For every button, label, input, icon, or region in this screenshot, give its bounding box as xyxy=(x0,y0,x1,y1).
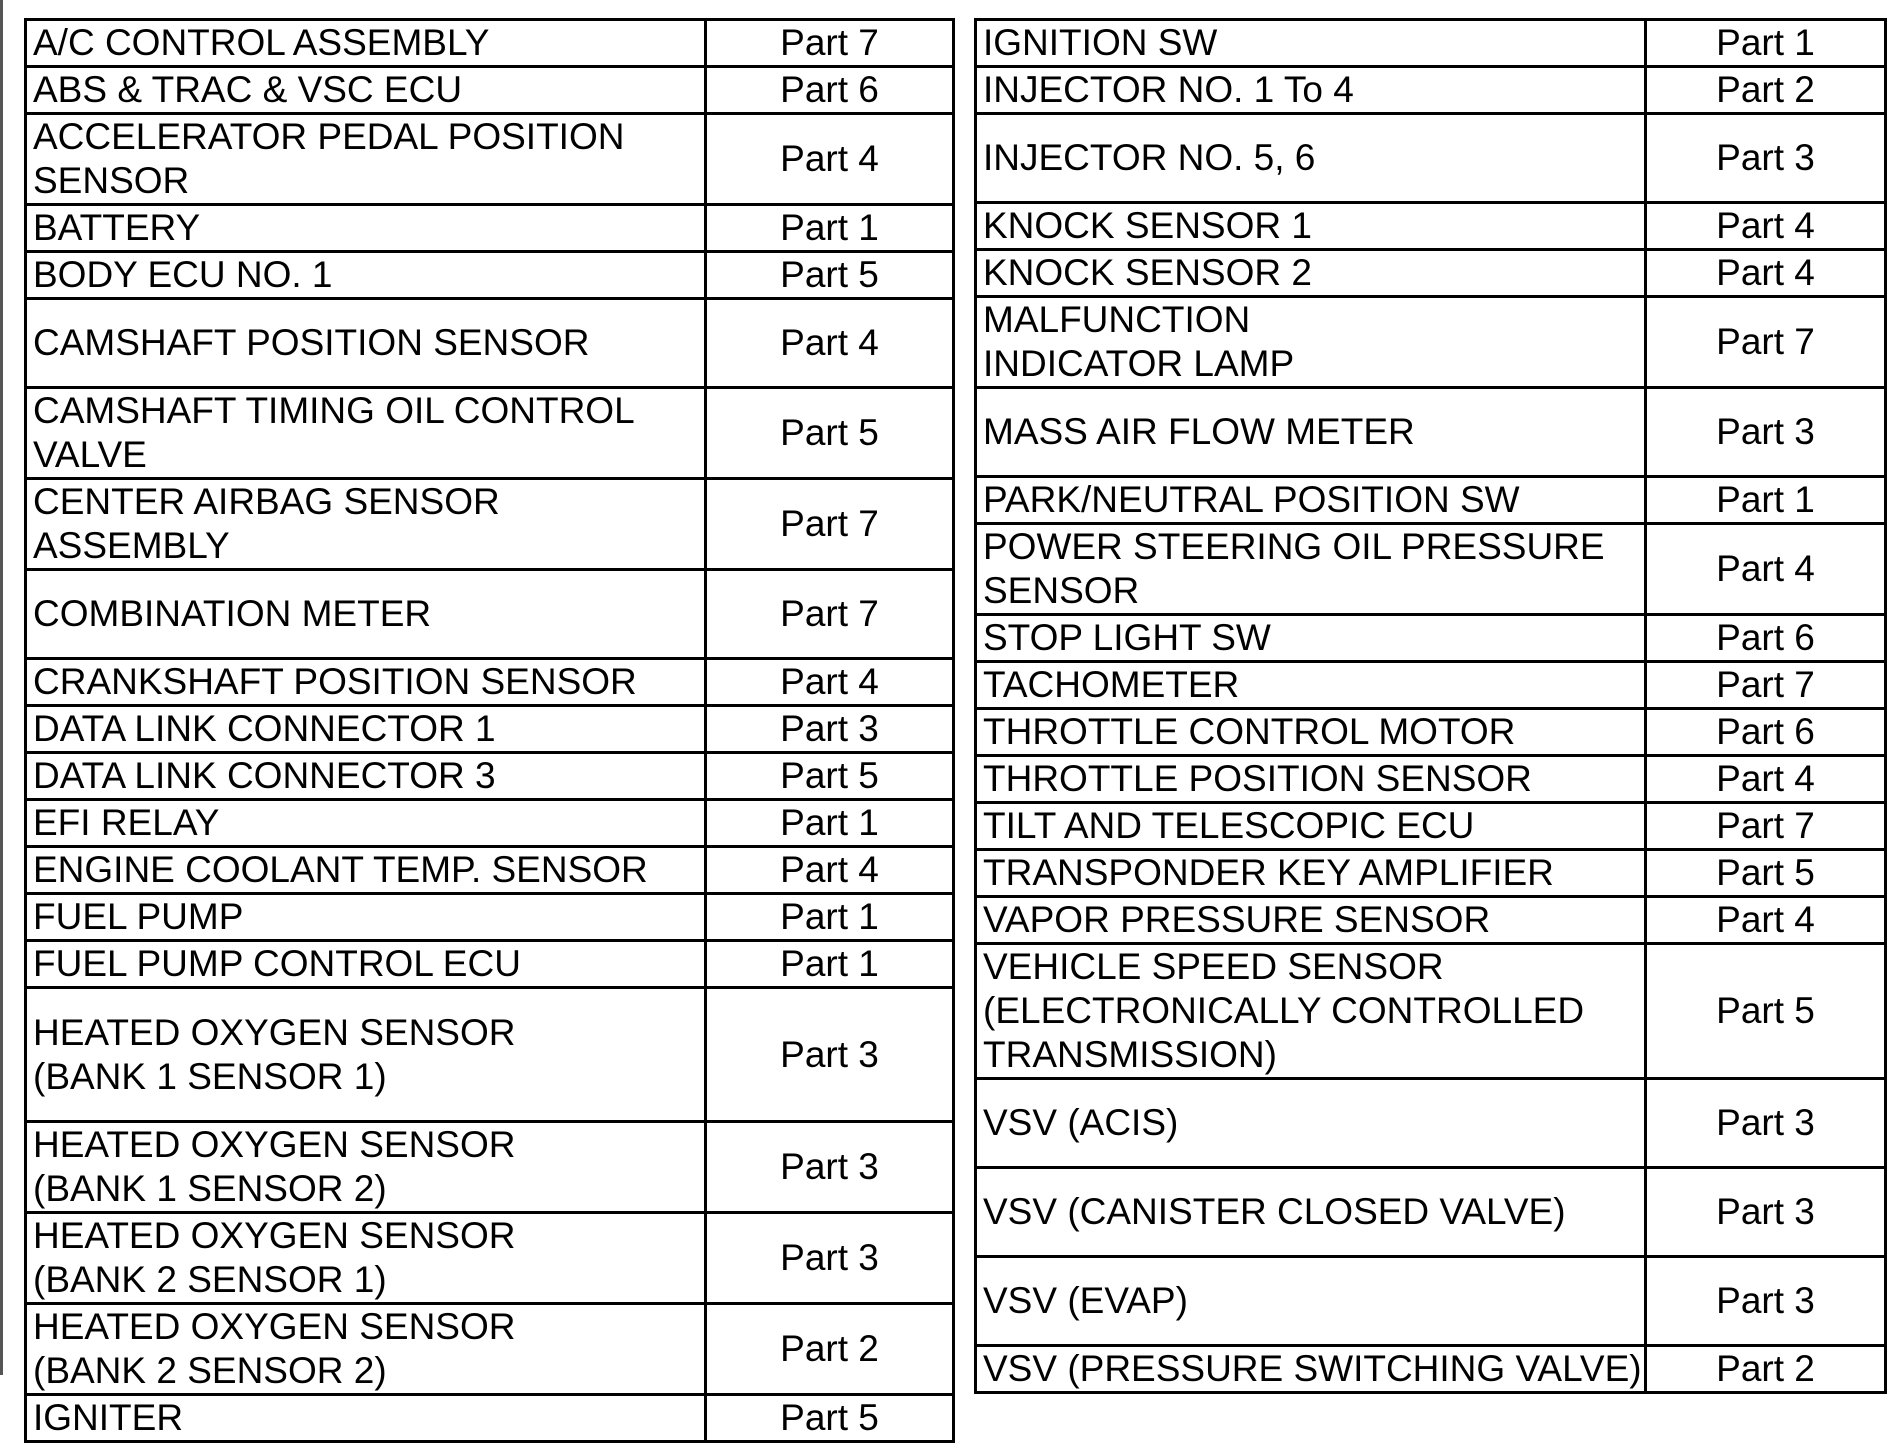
table-row xyxy=(26,205,954,252)
table-row xyxy=(976,709,1886,756)
part-reference-cell: Part 4 xyxy=(1646,524,1886,615)
part-reference-cell: Part 6 xyxy=(1646,709,1886,756)
table-row xyxy=(976,1257,1886,1346)
table-left-body xyxy=(26,20,954,1442)
part-reference-cell: Part 1 xyxy=(706,205,954,252)
component-name-cell: BATTERY xyxy=(26,205,706,252)
component-name-cell: EFI RELAY xyxy=(26,800,706,847)
component-name-cell: STOP LIGHT SW xyxy=(976,615,1646,662)
table-row xyxy=(976,1079,1886,1168)
part-reference-cell: Part 4 xyxy=(706,299,954,388)
component-name-cell: IGNITION SW xyxy=(976,20,1646,67)
part-reference-cell: Part 2 xyxy=(1646,67,1886,114)
component-name-cell: FUEL PUMP CONTROL ECU xyxy=(26,941,706,988)
table-row xyxy=(26,252,954,299)
component-name-cell: THROTTLE CONTROL MOTOR xyxy=(976,709,1646,756)
component-name-cell: ACCELERATOR PEDAL POSITION SENSOR xyxy=(26,114,706,205)
table-row xyxy=(976,114,1886,203)
component-name-cell: MALFUNCTION INDICATOR LAMP xyxy=(976,297,1646,388)
component-name-cell: VSV (EVAP) xyxy=(976,1257,1646,1346)
part-reference-cell: Part 6 xyxy=(706,67,954,114)
component-name-cell: COMBINATION METER xyxy=(26,570,706,659)
component-name-cell: PARK/NEUTRAL POSITION SW xyxy=(976,477,1646,524)
table-row xyxy=(26,800,954,847)
table-row xyxy=(976,20,1886,67)
part-reference-cell: Part 2 xyxy=(1646,1346,1886,1393)
component-name-cell: DATA LINK CONNECTOR 1 xyxy=(26,706,706,753)
component-name-cell: CAMSHAFT POSITION SENSOR xyxy=(26,299,706,388)
table-row xyxy=(26,894,954,941)
table-row xyxy=(976,850,1886,897)
component-name-cell: DATA LINK CONNECTOR 3 xyxy=(26,753,706,800)
table-row xyxy=(976,803,1886,850)
table-right-body xyxy=(976,20,1886,1393)
table-row xyxy=(26,114,954,205)
table-row xyxy=(26,20,954,67)
part-reference-cell: Part 4 xyxy=(1646,250,1886,297)
component-name-cell: VEHICLE SPEED SENSOR (ELECTRONICALLY CONTROLLED TRANSMISSION) xyxy=(976,944,1646,1079)
table-row xyxy=(26,941,954,988)
table-row xyxy=(26,1122,954,1213)
table-row xyxy=(26,299,954,388)
component-name-cell: TACHOMETER xyxy=(976,662,1646,709)
component-name-cell: TILT AND TELESCOPIC ECU xyxy=(976,803,1646,850)
part-reference-cell: Part 3 xyxy=(1646,388,1886,477)
table-row xyxy=(26,479,954,570)
component-name-cell: HEATED OXYGEN SENSOR (BANK 2 SENSOR 2) xyxy=(26,1304,706,1395)
part-reference-cell: Part 5 xyxy=(1646,944,1886,1079)
component-name-cell: TRANSPONDER KEY AMPLIFIER xyxy=(976,850,1646,897)
component-name-cell: HEATED OXYGEN SENSOR (BANK 1 SENSOR 2) xyxy=(26,1122,706,1213)
part-reference-cell: Part 1 xyxy=(1646,477,1886,524)
table-row xyxy=(976,662,1886,709)
part-reference-cell: Part 5 xyxy=(706,753,954,800)
component-name-cell: CENTER AIRBAG SENSOR ASSEMBLY xyxy=(26,479,706,570)
component-name-cell: CAMSHAFT TIMING OIL CONTROL VALVE xyxy=(26,388,706,479)
part-reference-cell: Part 7 xyxy=(1646,803,1886,850)
table-row xyxy=(976,388,1886,477)
table-row xyxy=(976,944,1886,1079)
part-reference-cell: Part 3 xyxy=(1646,1257,1886,1346)
part-reference-cell: Part 3 xyxy=(706,988,954,1122)
component-name-cell: CRANKSHAFT POSITION SENSOR xyxy=(26,659,706,706)
page-left-rule xyxy=(0,0,3,1375)
table-row xyxy=(26,1213,954,1304)
part-reference-cell: Part 1 xyxy=(706,941,954,988)
table-row xyxy=(26,988,954,1122)
table-row xyxy=(26,659,954,706)
part-reference-cell: Part 5 xyxy=(706,252,954,299)
table-row xyxy=(26,847,954,894)
component-name-cell: A/C CONTROL ASSEMBLY xyxy=(26,20,706,67)
table-row xyxy=(976,203,1886,250)
part-reference-cell: Part 4 xyxy=(706,847,954,894)
component-name-cell: KNOCK SENSOR 1 xyxy=(976,203,1646,250)
part-reference-cell: Part 3 xyxy=(706,706,954,753)
part-reference-cell: Part 4 xyxy=(706,659,954,706)
part-reference-cell: Part 5 xyxy=(706,388,954,479)
part-reference-cell: Part 7 xyxy=(1646,297,1886,388)
part-reference-cell: Part 2 xyxy=(706,1304,954,1395)
component-name-cell: POWER STEERING OIL PRESSURE SENSOR xyxy=(976,524,1646,615)
table-row xyxy=(976,1168,1886,1257)
component-name-cell: HEATED OXYGEN SENSOR (BANK 1 SENSOR 1) xyxy=(26,988,706,1122)
table-row xyxy=(26,570,954,659)
table-row xyxy=(26,1395,954,1442)
parts-index-table-right xyxy=(974,18,1887,1394)
part-reference-cell: Part 3 xyxy=(1646,1168,1886,1257)
component-name-cell: HEATED OXYGEN SENSOR (BANK 2 SENSOR 1) xyxy=(26,1213,706,1304)
part-reference-cell: Part 7 xyxy=(706,20,954,67)
component-name-cell: VSV (ACIS) xyxy=(976,1079,1646,1168)
part-reference-cell: Part 4 xyxy=(706,114,954,205)
component-name-cell: ABS & TRAC & VSC ECU xyxy=(26,67,706,114)
component-name-cell: FUEL PUMP xyxy=(26,894,706,941)
component-name-cell: THROTTLE POSITION SENSOR xyxy=(976,756,1646,803)
component-name-cell: KNOCK SENSOR 2 xyxy=(976,250,1646,297)
table-row xyxy=(26,753,954,800)
part-reference-cell: Part 3 xyxy=(706,1122,954,1213)
part-reference-cell: Part 7 xyxy=(706,570,954,659)
part-reference-cell: Part 1 xyxy=(706,800,954,847)
part-reference-cell: Part 3 xyxy=(1646,1079,1886,1168)
table-row xyxy=(26,388,954,479)
table-row xyxy=(976,297,1886,388)
table-row xyxy=(976,897,1886,944)
part-reference-cell: Part 4 xyxy=(1646,756,1886,803)
component-name-cell: MASS AIR FLOW METER xyxy=(976,388,1646,477)
component-name-cell: VSV (PRESSURE SWITCHING VALVE) xyxy=(976,1346,1646,1393)
table-row xyxy=(976,67,1886,114)
part-reference-cell: Part 1 xyxy=(706,894,954,941)
table-row xyxy=(976,250,1886,297)
part-reference-cell: Part 1 xyxy=(1646,20,1886,67)
part-reference-cell: Part 3 xyxy=(706,1213,954,1304)
table-row xyxy=(976,756,1886,803)
part-reference-cell: Part 4 xyxy=(1646,897,1886,944)
component-name-cell: INJECTOR NO. 1 To 4 xyxy=(976,67,1646,114)
part-reference-cell: Part 7 xyxy=(1646,662,1886,709)
component-name-cell: BODY ECU NO. 1 xyxy=(26,252,706,299)
component-name-cell: INJECTOR NO. 5, 6 xyxy=(976,114,1646,203)
table-row xyxy=(976,1346,1886,1393)
table-row xyxy=(976,477,1886,524)
component-name-cell: VSV (CANISTER CLOSED VALVE) xyxy=(976,1168,1646,1257)
part-reference-cell: Part 5 xyxy=(706,1395,954,1442)
table-row xyxy=(976,615,1886,662)
table-row xyxy=(26,67,954,114)
part-reference-cell: Part 4 xyxy=(1646,203,1886,250)
component-name-cell: IGNITER xyxy=(26,1395,706,1442)
component-name-cell: ENGINE COOLANT TEMP. SENSOR xyxy=(26,847,706,894)
table-row xyxy=(976,524,1886,615)
parts-index-table-left xyxy=(24,18,955,1443)
table-row xyxy=(26,706,954,753)
table-row xyxy=(26,1304,954,1395)
part-reference-cell: Part 6 xyxy=(1646,615,1886,662)
part-reference-cell: Part 7 xyxy=(706,479,954,570)
component-name-cell: VAPOR PRESSURE SENSOR xyxy=(976,897,1646,944)
part-reference-cell: Part 5 xyxy=(1646,850,1886,897)
part-reference-cell: Part 3 xyxy=(1646,114,1886,203)
